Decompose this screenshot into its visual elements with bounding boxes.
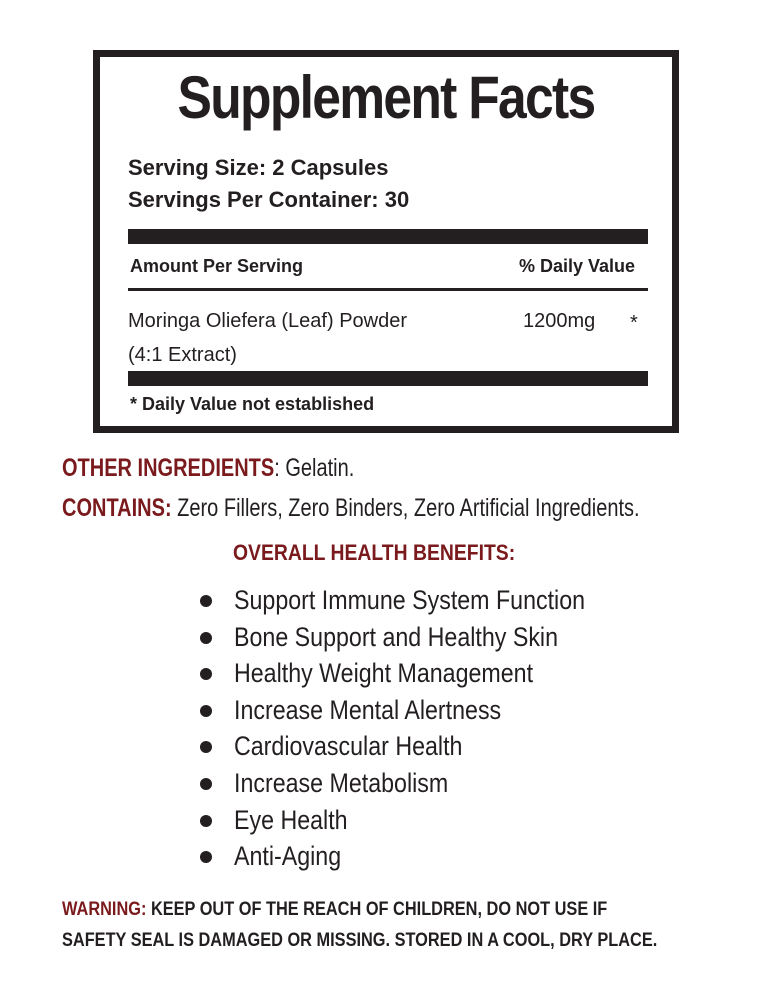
benefit-item (197, 802, 642, 839)
benefit-item (197, 692, 642, 729)
benefit-item (197, 765, 642, 802)
benefit-item (197, 728, 642, 765)
warning-line-1-body: KEEP OUT OF THE REACH OF CHILDREN, DO NOT USE IF (150, 899, 608, 920)
thick-divider-top (128, 229, 648, 244)
warning-text (62, 894, 708, 956)
ingredient-name-line1: Moringa Oliefera (Leaf) Powder (128, 310, 408, 332)
bullet-icon (200, 668, 212, 680)
warning-line-2-text: SAFETY SEAL IS DAMAGED OR MISSING. STORED IN A COOL, DRY PLACE. (62, 930, 658, 951)
benefits-title-text: OVERALL HEALTH BENEFITS: (233, 540, 516, 565)
bullet-icon (200, 705, 212, 717)
warning-label: WARNING: (62, 899, 147, 920)
servings-per-container: Servings Per Container: 30 (128, 187, 410, 212)
ingredient-name (128, 304, 407, 372)
serving-info (128, 152, 409, 216)
contains-label: CONTAINS: (62, 494, 172, 522)
bullet-icon (200, 632, 212, 644)
daily-value-footnote: * Daily Value not established (130, 394, 375, 414)
ingredient-name-line2: (4:1 Extract) (128, 344, 237, 366)
other-ingredients-value: : Gelatin. (274, 454, 355, 482)
warning-line-1 (62, 894, 708, 925)
serving-size: Serving Size: 2 Capsules (128, 155, 389, 180)
benefits-list (197, 582, 642, 875)
contains-line (62, 494, 768, 523)
other-ingredients-text (62, 454, 354, 483)
benefit-text: Anti-Aging (234, 841, 342, 872)
thick-divider-bottom (128, 371, 648, 386)
warning-line-1-text (62, 894, 607, 925)
benefits-title (233, 540, 554, 566)
bullet-icon (200, 741, 212, 753)
contains-text (62, 494, 640, 523)
benefit-item (197, 838, 642, 875)
benefit-text: Support Immune System Function (234, 585, 586, 615)
daily-value-mark: * (630, 312, 638, 334)
benefit-item (197, 582, 642, 619)
benefit-item (197, 655, 642, 692)
daily-value-header: % Daily Value (518, 256, 635, 276)
benefit-text: Increase Mental Alertness (234, 694, 502, 725)
ingredient-amount: 1200mg (523, 310, 596, 332)
benefit-text: Bone Support and Healthy Skin (234, 621, 559, 652)
bullet-icon (200, 778, 212, 790)
benefit-text: Eye Health (234, 804, 348, 835)
other-ingredients-line (62, 454, 427, 483)
benefit-text: Cardiovascular Health (234, 731, 463, 762)
amount-per-serving-header: Amount Per Serving (130, 256, 304, 276)
bullet-icon (200, 595, 212, 607)
benefit-text: Increase Metabolism (234, 767, 449, 798)
supplement-facts-panel (93, 50, 679, 433)
benefit-text: Healthy Weight Management (234, 658, 534, 689)
other-ingredients-label: OTHER INGREDIENTS (62, 454, 275, 482)
contains-value: Zero Fillers, Zero Binders, Zero Artificial Ingredients. (171, 494, 640, 522)
benefit-item (197, 619, 642, 656)
thin-divider (128, 288, 648, 291)
warning-line-2 (62, 925, 708, 956)
bullet-icon (200, 815, 212, 827)
bullet-icon (200, 851, 212, 863)
facts-title: Supplement Facts (177, 64, 595, 131)
